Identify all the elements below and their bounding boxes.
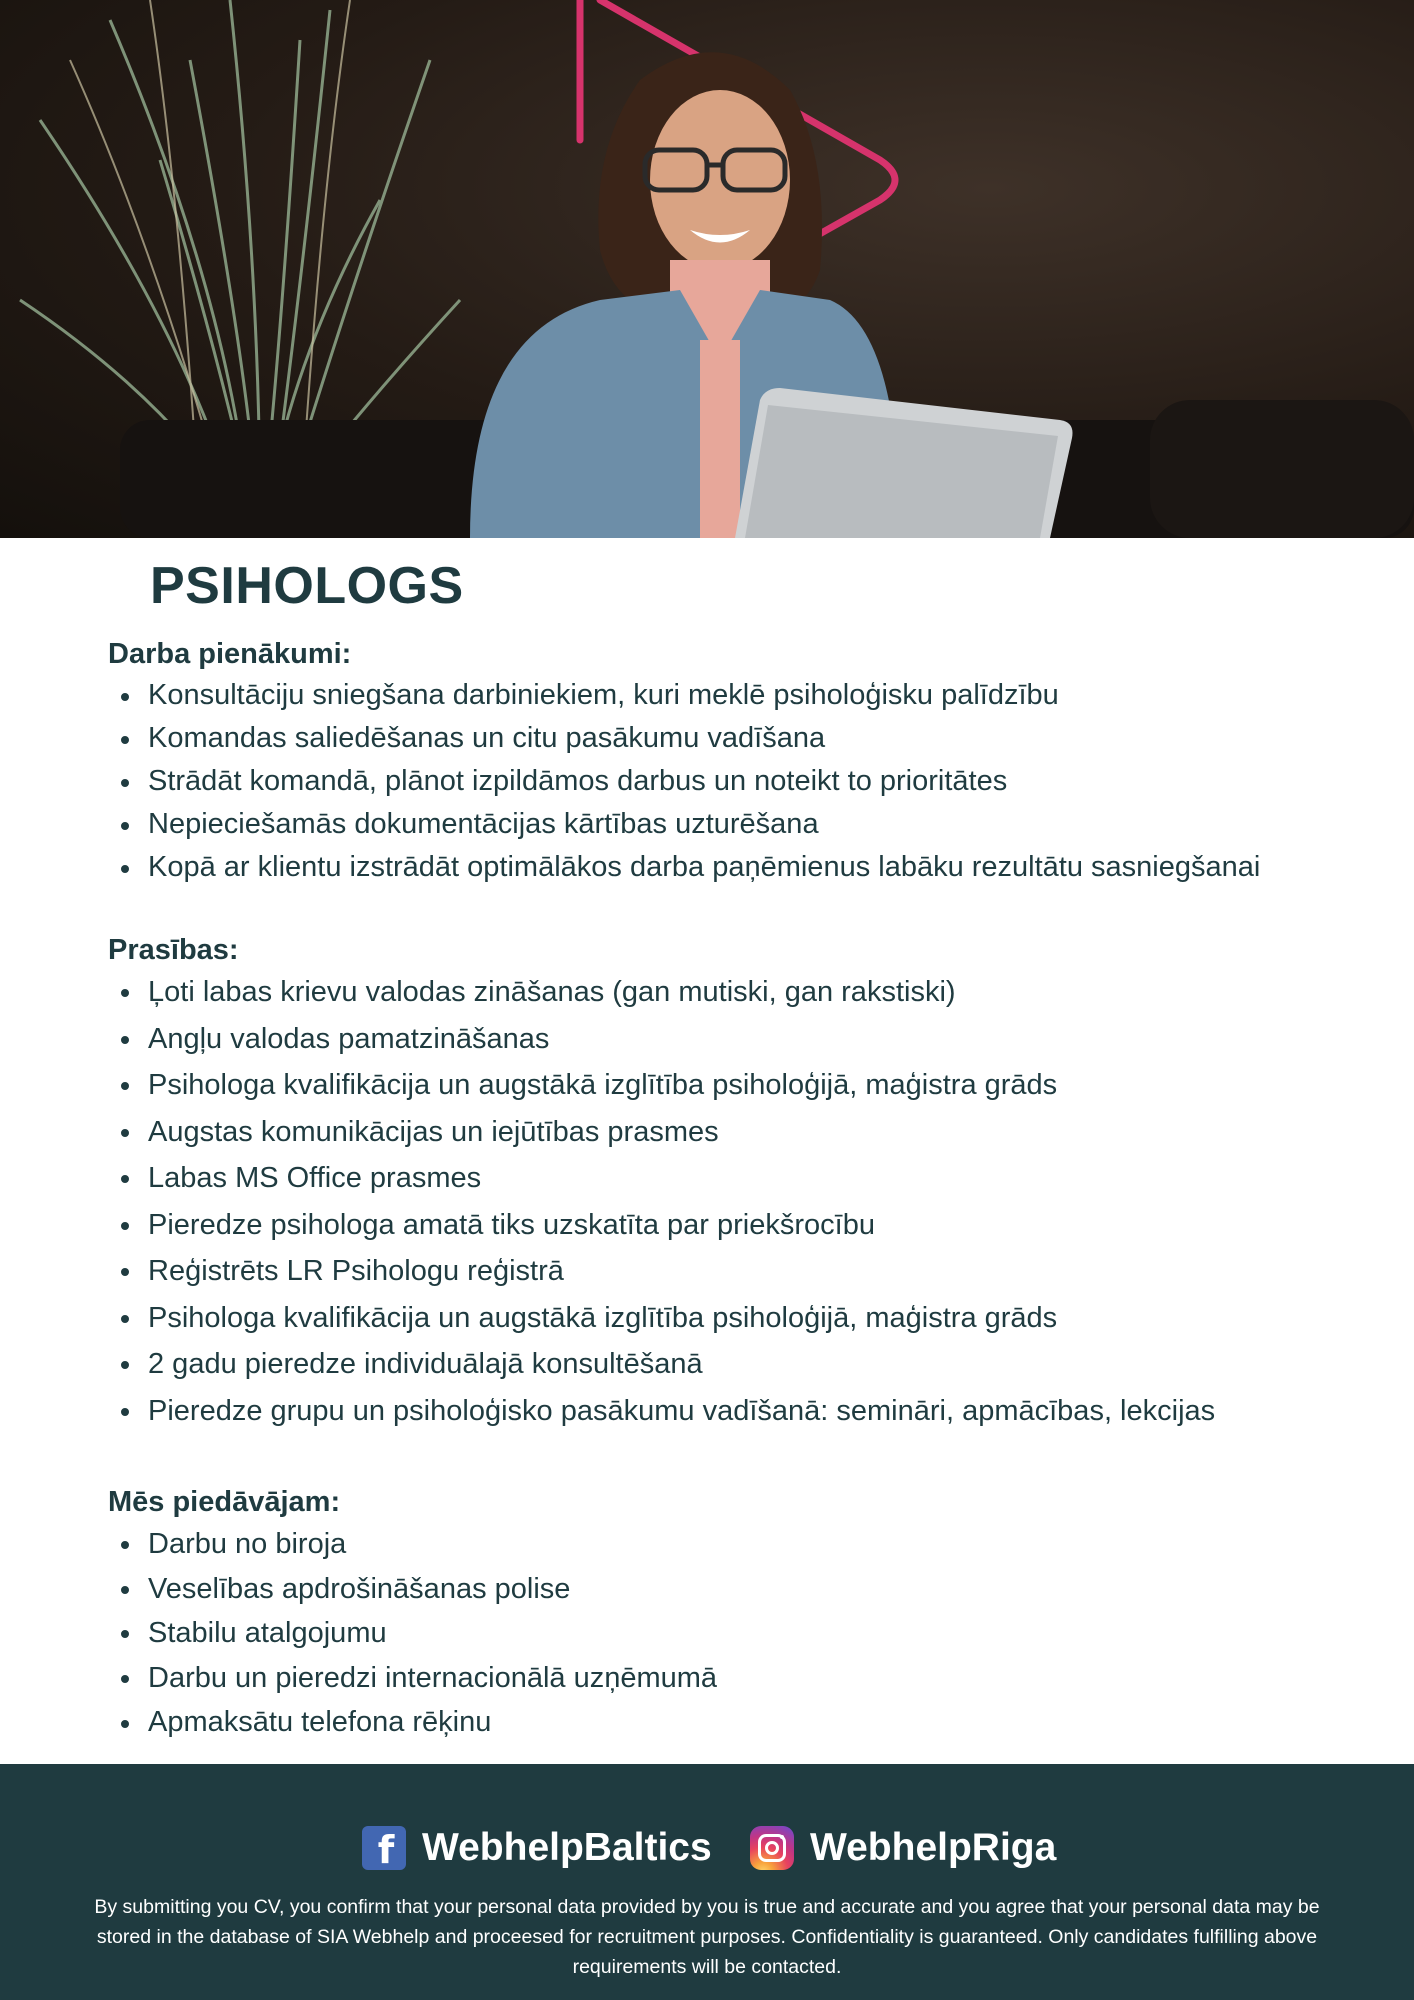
list-item: Kopā ar klientu izstrādāt optimālākos darba paņēmienus labāku rezultātu sasniegšanai (148, 846, 1368, 889)
list-item: Veselības apdrošināšanas polise (148, 1567, 1368, 1612)
list-item: Darbu no biroja (148, 1522, 1368, 1567)
list-item: Nepieciešamās dokumentācijas kārtības uzturēšana (148, 803, 1368, 846)
instagram-link[interactable] (750, 1818, 1056, 1878)
list-item: Komandas saliedēšanas un citu pasākumu vadīšana (148, 717, 1368, 760)
list-item: Ļoti labas krievu valodas zināšanas (gan mutiski, gan rakstiski) (148, 969, 1368, 1016)
hero-illustration (0, 0, 1414, 538)
offer-section (108, 1482, 1368, 1745)
person-illustration (470, 52, 1073, 538)
list-item: Psihologa kvalifikācija un augstākā izglītība psiholoģijā, maģistra grāds (148, 1295, 1368, 1342)
list-item: Stabilu atalgojumu (148, 1611, 1368, 1656)
requirements-heading: Prasības: (108, 934, 239, 966)
facebook-name: WebhelpBaltics (422, 1826, 712, 1869)
requirements-list (108, 969, 1368, 1434)
facebook-icon: f (362, 1826, 406, 1870)
duties-section (108, 634, 1368, 889)
list-item: Pieredze psihologa amatā tiks uzskatīta par priekšrocību (148, 1202, 1368, 1249)
instagram-icon (750, 1826, 794, 1870)
duties-heading: Darba pienākumi: (108, 638, 352, 670)
list-item: Angļu valodas pamatzināšanas (148, 1016, 1368, 1063)
hero-photo (0, 0, 1414, 538)
duties-list (108, 674, 1368, 889)
facebook-link[interactable] (362, 1818, 712, 1878)
instagram-name: WebhelpRiga (810, 1826, 1057, 1869)
requirements-section (108, 931, 1368, 1434)
offer-list (108, 1522, 1368, 1745)
list-item: Pieredze grupu un psiholoģisko pasākumu vadīšanā: semināri, apmācības, lekcijas (148, 1388, 1368, 1435)
offer-heading: Mēs piedāvājam: (108, 1486, 341, 1518)
list-item: Augstas komunikācijas un iejūtības prasmes (148, 1109, 1368, 1156)
list-item: Darbu un pieredzi internacionālā uzņēmumā (148, 1656, 1368, 1701)
list-item: 2 gadu pieredze individuālajā konsultēšanā (148, 1341, 1368, 1388)
list-item: Konsultāciju sniegšana darbiniekiem, kuri meklē psiholoģisku palīdzību (148, 674, 1368, 717)
job-title: PSIHOLOGS (150, 557, 464, 615)
list-item: Apmaksātu telefona rēķinu (148, 1700, 1368, 1745)
list-item: Strādāt komandā, plānot izpildāmos darbus un noteikt to prioritātes (148, 760, 1368, 803)
list-item: Labas MS Office prasmes (148, 1155, 1368, 1202)
list-item: Psihologa kvalifikācija un augstākā izglītība psiholoģijā, maģistra grāds (148, 1062, 1368, 1109)
list-item: Reģistrēts LR Psihologu reģistrā (148, 1248, 1368, 1295)
privacy-disclaimer: By submitting you CV, you confirm that your personal data provided by you is true and accurate and you agree that your personal data may be stored in the database of SIA Webhelp and proceesed for recruitment purposes. Confidentiality is guaranteed. Only candidates fulfilling above requirements will be contacted. (94, 1896, 1320, 1978)
